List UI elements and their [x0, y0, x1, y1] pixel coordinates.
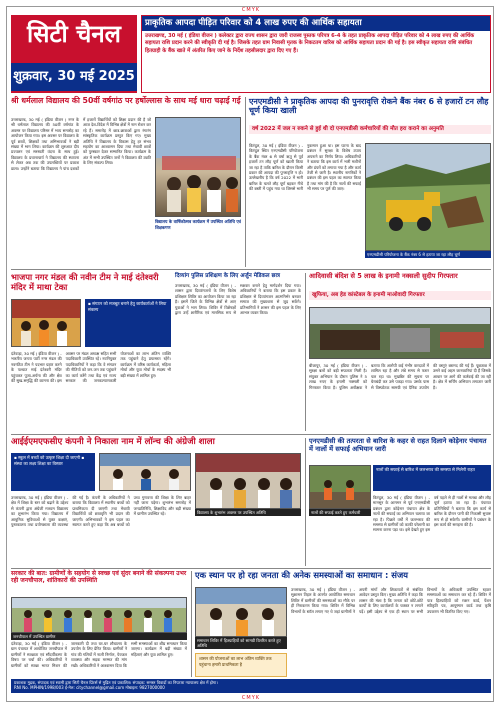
- story1-caption: विद्यालय के वार्षिकोत्सव कार्यक्रम में उपस्थित अतिथि एवं शिक्षकगण: [155, 219, 241, 230]
- story6-headline: आईईएमएफसीए कंपनी ने निकाला नाम में लॉन्च की अंग्रेजी शाला: [11, 437, 215, 447]
- story6-highlights: ▪ स्कूल में बच्चों को उत्कृष्ट शिक्षा दी जाएगी ▪ संस्था का लक्ष्य शिक्षा का विस्तार: [11, 453, 95, 491]
- lead-body: उत्तराखण्ड, 30 मई ( इंडिया वीजन ) कलेक्टर द्वारा राज्य शासन द्वारा जारी राजस्व पुस्तक परिपत्र 6-4 के तहत प्राकृतिक आपदा पीड़ित परिवार को 4 लाख रुपए की आर्थिक सहायता राशि प्रदान करने की स्वीकृति दी गई है। जिसके तहत ग्राम निवासी मृतक के निकटतम वारिस को आर्थिक सहायता प्रदान की गई है। इस स्वीकृत सहायता राशि संबंधित हितग्राही के बैंक खाते में अंतरित किए जाने के निर्देश तहसीलदार द्वारा दिए गए हैं।: [145, 33, 475, 54]
- story1-body: उत्तराखण्ड, 30 मई ( इंडिया वीजन ) नगर के श्री धर्मलाल विद्यालय की 50वीं वर्षगांठ के अवसर पर विद्यालय परिसर में भव्य समारोह का आयोजन किया गया। इस अवसर पर विद्यालय के पूर्व छात्रों, शिक्षकों तथा अभिभावकों ने बड़ी संख्या में भाग लिया। कार्यक्रम की शुरुआत दीप प्रज्वलन एवं सरस्वती वंदना के साथ हुई। विद्यालय के प्रधानाचार्य ने विद्यालय की स्थापना से लेकर अब तक की उपलब्धियों पर प्रकाश डाला। उन्होंने बताया कि विद्यालय ने पांच दशकों में हजारों विद्यार्थियों को शिक्षा प्रदान की है जो आज देश-विदेश में विभिन्न क्षेत्रों में नाम रोशन कर रहे हैं। समारोह में छात्र-छात्राओं द्वारा रंगारंग सांस्कृतिक कार्यक्रम प्रस्तुत किए गए। मुख्य अतिथि ने विद्यालय के विकास हेतु हर संभव सहयोग का आश्वासन दिया तथा मेधावी छात्रों को पुरस्कार देकर सम्मानित किया। कार्यक्रम के अंत में सभी उपस्थित जनों ने विद्यालय की उन्नति के लिए संकल्प लिया।: [11, 117, 151, 171]
- imprint-line-1: प्रकाशक मुद्रक, संपादक एवं स्वामी द्वारा सिटी चैनल प्रिंटर्स से मुद्रित एवं प्रकाशित। संपादक: समस्त विवादों का निपटारा न्यायालय क्षेत्र में होगा।: [14, 680, 218, 685]
- masthead: [11, 15, 137, 93]
- story2-body: किरंदुल, 30 मई ( इंडिया वीजन ) - किरंदुल स्थित एनएमडीसी परियोजना के बैंक नंबर 6 से वर्षा ऋतु से पूर्व हजारों टन लौह चूर्ण को खाली किया जा रहा है ताकि बारिश के दौरान किसी प्रकार की आपदा की पुनरावृत्ति न हो। उल्लेखनीय है कि वर्ष 2022 में भारी बारिश के चलते लौह चूर्ण बहकर नीचे की बस्ती में पहुंच गया था जिससे भारी नुकसान हुआ था। इस घटना के बाद प्रबंधन ने सुरक्षा के विशेष उपाय अपनाने का निर्णय लिया। अधिकारियों ने बताया कि इस कार्य में भारी मशीनों और डंपरों को लगाया गया है और कार्य तेजी से जारी है। स्थानीय नागरिकों ने प्रबंधन की इस पहल का स्वागत किया है तथा मांग की है कि नालों की सफाई भी समय पर पूर्ण की जाए।: [249, 143, 361, 192]
- story5-photo: [309, 307, 491, 359]
- story3-headline: भाजपा नगर मंडल की नवीन टीम ने माई दंतेश्वरी मंदिर में माथा टेका: [11, 272, 159, 292]
- masthead-title: सिटी चैनल: [27, 20, 121, 48]
- story5-photo-art: [310, 308, 491, 359]
- story5-subhead: खुफिया, अब हेड कांस्टेबल के इनामी माओवादी गिरफ्तार: [309, 291, 491, 300]
- story3-photo: [11, 299, 81, 347]
- story4-headline: दिव्यांग पुलिस प्रशिक्षण के लिए अर्जुन मेडिकल छात्र: [175, 273, 280, 279]
- column-divider: [245, 97, 246, 267]
- masthead-date: शुक्रवार, 30 मई 2025: [11, 63, 137, 91]
- story9-headline: एक स्थान पर हो रहा जनता की अनेक समस्याओं का समाधान : संजय: [195, 570, 409, 580]
- column-divider-2: [305, 273, 306, 431]
- story2-caption: एनएमडीसी परियोजना के बैंक नंबर 6 से हटाया जा रहा लौह चूर्ण: [365, 251, 491, 258]
- story6-photo-2-art: [196, 454, 301, 509]
- story6-body: उत्तराखण्ड, 30 मई ( इंडिया वीजन ) - क्षेत्र में शिक्षा के स्तर को बढ़ाने के उद्देश्य से कंपनी द्वारा अंग्रेजी माध्यम विद्यालय का शुभारंभ किया गया। विद्यालय में आधुनिक सुविधाओं से युक्त कक्षाएं, पुस्तकालय तथा प्रयोगशाला की व्यवस्था की गई है। कंपनी के अधिकारियों ने बताया कि विद्यालय में स्थानीय बच्चों को प्राथमिकता दी जाएगी तथा मेधावी विद्यार्थियों को छात्रवृत्ति भी प्रदान की जाएगी। अभिभावकों ने इस पहल का स्वागत करते हुए कहा कि अब बच्चों को उच्च गुणवत्ता की शिक्षा के लिए बाहर नहीं जाना पड़ेगा। शुभारंभ समारोह में जनप्रतिनिधि, शिक्षाविद और बड़ी संख्या में ग्रामीण उपस्थित रहे।: [11, 495, 191, 528]
- registration-mark-top: CMYK: [241, 7, 261, 13]
- section-divider-1: [11, 269, 491, 270]
- story6-body-continued: [195, 519, 301, 565]
- story8-photo-art: [12, 598, 187, 633]
- imprint-footer: [11, 679, 491, 693]
- registration-mark-bottom: CMYK: [241, 695, 261, 701]
- story6-photo-1-art: [100, 454, 191, 491]
- story9-caption: समाधान शिविर में हितग्राहियों को सामग्री वितरित करते हुए अतिथि: [195, 637, 287, 649]
- section-divider-3: [11, 568, 491, 569]
- lead-headline: प्राकृतिक आपदा पीड़ित परिवार को 4 लाख रुपए की आर्थिक सहायता: [142, 16, 490, 31]
- story8-headline: सरकार की बात: ग्रामीणों के सहयोग से स्वच्छ एवं सुंदर बनाने की संकल्पना उभर रही जनचौपाल, शांतिकारों की उपस्थिति: [11, 570, 187, 584]
- story3-photo-art: [12, 300, 81, 347]
- section-divider-2: [11, 434, 491, 435]
- story3-highlights: ▪ संगठन को मजबूत बनाने हेतु कार्यकर्ताओं ने लिया संकल्प: [85, 299, 171, 347]
- story7-body: किरंदुल, 30 मई ( इंडिया वीजन ) - मानसून के आगमन से पूर्व एनएमडीसी प्रबंधन द्वारा कोड़ेनार पंचायत क्षेत्र के नालों की सफाई का अभियान चलाया जा रहा है। पिछले वर्षों में जलभराव की समस्या से ग्रामीणों को काफी परेशानी का सामना करना पड़ा था। इसे देखते हुए इस वर्ष पहले से ही नालों से मलबा और लौह चूर्ण हटाया जा रहा है। पंचायत प्रतिनिधियों ने बताया कि इस कार्य से बारिश के दौरान पानी की निकासी सुचारु रूप से हो सकेगी। ग्रामीणों ने प्रबंधन के इस कार्य की सराहना की है।: [373, 495, 491, 533]
- story7-photo-art: [310, 466, 371, 509]
- story2-headline: एनएमडीसी ने प्राकृतिक आपदा की पुनरावृत्ति रोकने बैंक नंबर 6 से हजारों टन लौह चूर्ण किया खाली: [249, 97, 489, 116]
- newspaper-page: [6, 6, 494, 702]
- story7-photo: [309, 465, 371, 509]
- story1-headline: श्री धर्मलाल विद्यालय की 50वीं वर्षगांठ पर हर्षोल्लास के साथ मई धारा चढ़ाई गई: [11, 96, 241, 105]
- story1-photo-art: [156, 118, 241, 217]
- column-divider-4: [191, 571, 192, 677]
- story9-photo: [195, 587, 287, 637]
- story3-body: दंतेवाड़ा, 30 मई ( इंडिया वीजन ) - भारतीय जनता पार्टी नगर मंडल की नवगठित टीम ने पदभार ग्रहण करने के पश्चात माई दंतेश्वरी मंदिर पहुंचकर पूजा-अर्चना की और क्षेत्र की सुख-समृद्धि की कामना की। इस अवसर पर मंडल अध्यक्ष सहित सभी पदाधिकारी उपस्थित रहे। नवनियुक्त पदाधिकारियों ने कहा कि वे संगठन की नीतियों को जन-जन तक पहुंचाने का कार्य करेंगे तथा केंद्र एवं राज्य सरकार की जनकल्याणकारी योजनाओं का लाभ अंतिम व्यक्ति तक पहुंचाने हेतु प्रयासरत रहेंगे। कार्यक्रम में वरिष्ठ कार्यकर्ता, महिला मोर्चा और युवा मोर्चा के सदस्य भी बड़ी संख्या में शामिल हुए।: [11, 351, 171, 384]
- story2-subhead: वर्ष 2022 में जल न रुकने से हुई थी दो एनएमडीसी कर्मचारियों की मौत हरा कराने का अनुमति: [249, 125, 491, 134]
- story9-body: उत्तराखण्ड, 30 मई ( इंडिया वीजन ) - सुशासन तिहार के अंतर्गत आयोजित समाधान शिविर में ग्रामीणों की समस्याओं का मौके पर ही निराकरण किया गया। शिविर में विभिन्न विभागों के स्टॉल लगाए गए थे जहां ग्रामीणों ने अपनी मांगों और शिकायतों से संबंधित आवेदन प्रस्तुत किए। मुख्य अतिथि ने कहा कि शासन की मंशा है कि जनता को छोटे-छोटे कार्यों के लिए कार्यालयों के चक्कर न लगाने पड़ें। इसी उद्देश्य से एक ही स्थान पर सभी विभागों के अधिकारी उपस्थित रहकर समस्याओं का समाधान कर रहे हैं। शिविर में पात्र हितग्राहियों को राशन कार्ड, पेंशन स्वीकृति पत्र, आयुष्मान कार्ड तथा कृषि उपकरण भी वितरित किए गए।: [291, 587, 491, 614]
- story7-caption: नालों की सफाई करते हुए कर्मचारी: [309, 509, 371, 516]
- story9-photo-art: [196, 588, 287, 637]
- story5-body: बीजापुर, 30 मई ( इंडिया वीजन ) - सुरक्षा बलों को बड़ी सफलता मिली है। संयुक्त अभियान के दौरान पुलिस ने 5 लाख रुपए के इनामी नक्सली को गिरफ्तार किया है। पुलिस अधीक्षक ने बताया कि आरोपी कई गंभीर वारदातों में शामिल रहा है और लंबे समय से फरार चल रहा था। मुखबिर की सूचना पर घेराबंदी कर उसे पकड़ा गया। उसके पास से विस्फोटक सामग्री एवं दैनिक उपयोग की वस्तुएं बरामद की गई हैं। पूछताछ में उसने कई अहम जानकारियां दी हैं जिसके आधार पर आगे की कार्रवाई की जा रही है। क्षेत्र में सर्चिंग अभियान लगातार जारी है।: [309, 363, 491, 390]
- story8-photo: [11, 597, 187, 633]
- story6-caption: विद्यालय के शुभारंभ अवसर पर उपस्थित अतिथि: [195, 509, 301, 516]
- story6-photo-2: [195, 453, 301, 509]
- story6-photo-1: [99, 453, 191, 491]
- lead-story: [141, 15, 491, 93]
- story2-photo: [365, 143, 491, 251]
- story4-body: उत्तराखण्ड, 30 मई ( इंडिया वीजन ) - शासन द्वारा दिव्यांगजनों के लिए विशेष प्रशिक्षण शिविर का आयोजन किया जा रहा है। इसमें जिले के विभिन्न क्षेत्रों से आए युवाओं ने भाग लिया। शिविर में विशेषज्ञों द्वारा उन्हें शारीरिक एवं मानसिक रूप से सशक्त बनाने हेतु मार्गदर्शन दिया गया। अधिकारियों ने बताया कि इस प्रकार के प्रशिक्षण से दिव्यांगजन आत्मनिर्भर बनकर समाज की मुख्यधारा से जुड़ सकेंगे। प्रतिभागियों ने शासन की इस पहल के लिए आभार व्यक्त किया।: [175, 283, 301, 316]
- column-divider-3: [305, 438, 306, 566]
- imprint-line-2: RNI No. MPHIN/1998/003 ई-मेल: citychannel@gmail.com मोबाइल: 9827000000: [14, 684, 165, 690]
- story7-headline: एनएमडीसी की तत्परता से बारिश के कहर से राहत दिलाने कोड़ेनार पंचायत में नालों में सफाई अभियान जारी: [309, 437, 487, 453]
- story7-inset: नालों की सफाई से बारिश में जलभराव की समस्या से मिलेगी राहत: [373, 465, 491, 491]
- story8-caption: जनचौपाल में उपस्थित ग्रामीण: [11, 633, 187, 640]
- story5-headline: आदिवासी बंदिश से 5 लाख के इनामी नक्सली सुदीप गिरफ्तार: [309, 272, 458, 280]
- story8-body: दंतेवाड़ा, 30 मई ( इंडिया वीजन ) - ग्राम पंचायत में आयोजित जनचौपाल में ग्रामीणों ने स्वच्छता एवं सौंदर्यीकरण के विषय पर चर्चा की। अधिकारियों ने ग्रामीणों को स्वच्छ भारत मिशन की जानकारी दी तथा घर-घर शौचालय के उपयोग के लिए प्रेरित किया। ग्रामीणों ने गांव की गलियों में नाली निर्माण, पेयजल व्यवस्था और सड़क मरम्मत की मांग रखी। अधिकारियों ने आश्वासन दिया कि सभी समस्याओं का शीघ्र समाधान किया जाएगा। कार्यक्रम में बड़ी संख्या में महिलाएं और युवा शामिल हुए।: [11, 641, 187, 668]
- story2-photo-art: [366, 144, 491, 251]
- story9-quote: शासन की योजनाओं का लाभ अंतिम व्यक्ति तक पहुंचाना हमारी प्राथमिकता है: [195, 653, 287, 677]
- story1-photo: [155, 117, 241, 217]
